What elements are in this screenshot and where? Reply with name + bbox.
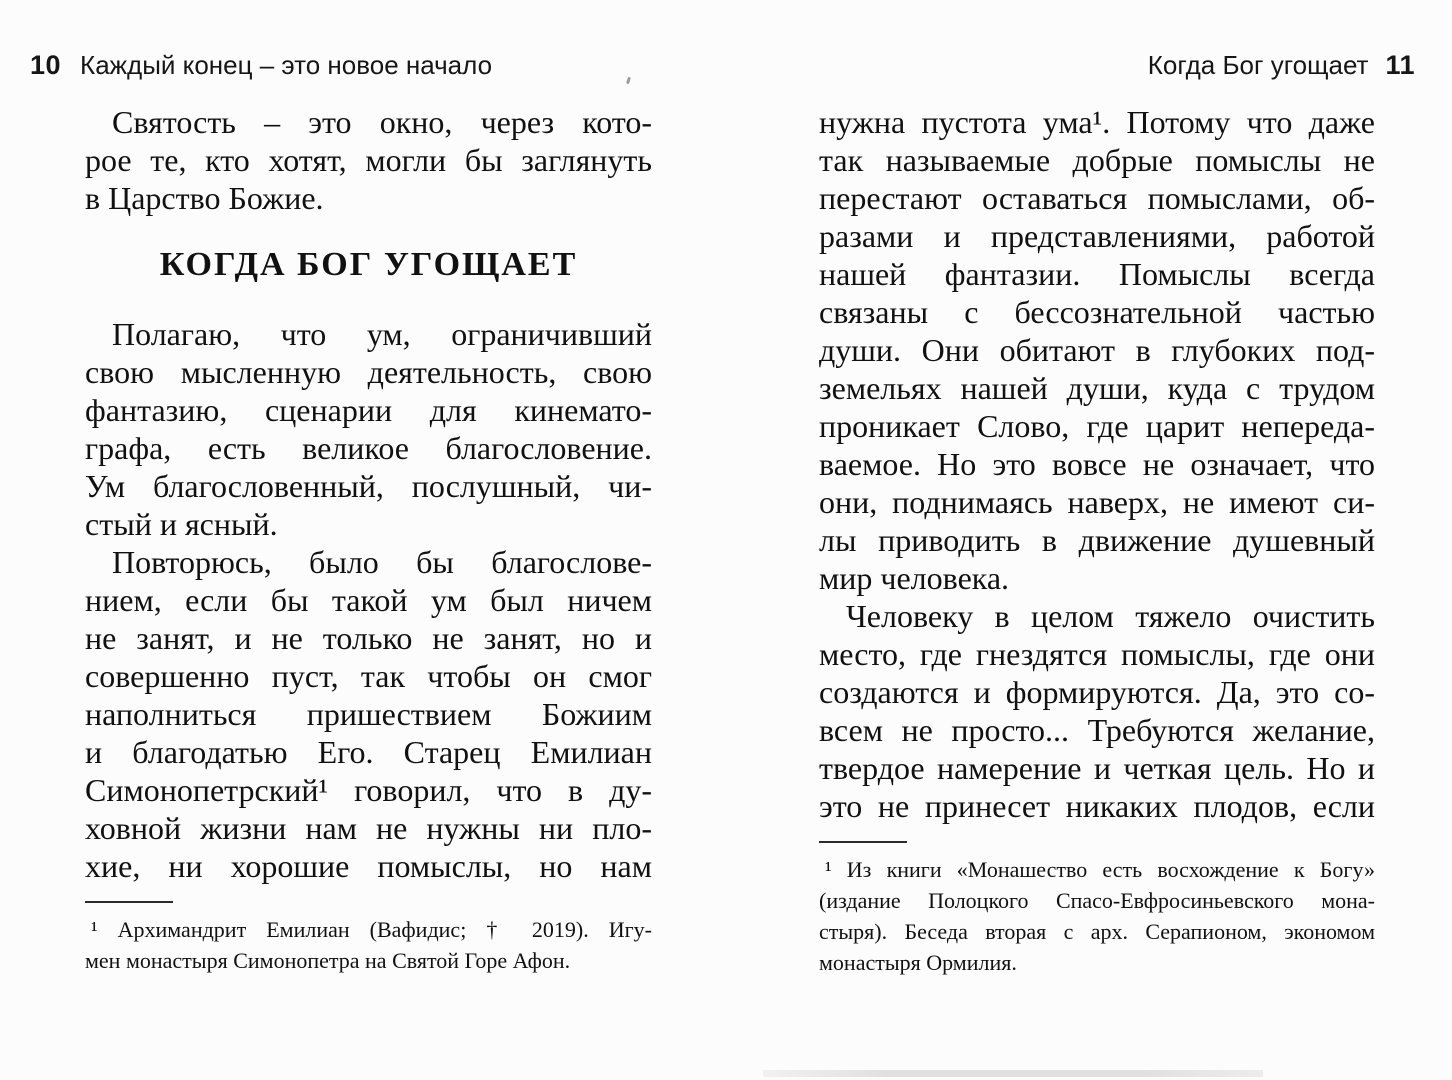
scan-artifact-bar <box>763 1070 1263 1077</box>
text-line: всем не просто... Требуются желание, <box>819 712 1375 748</box>
text-line: фантазию, сценарии для кинемато- <box>85 392 652 428</box>
text-line: Повторюсь, было бы благослове- <box>112 544 652 580</box>
text-line: Святость – это окно, через кото- <box>112 104 652 140</box>
text-line: Симонопетрский¹ говорил, что в ду- <box>85 772 652 808</box>
intro-paragraph <box>85 103 652 217</box>
text-line: мен монастыря Симонопетра на Святой Горе Афон. <box>85 948 571 973</box>
text-line: лы приводить в движение душевный <box>819 522 1375 558</box>
text-line: перестают оставаться помыслами, об- <box>819 180 1375 216</box>
paragraph <box>85 315 652 543</box>
running-header-right-title: Когда Бог угощает <box>1147 50 1369 80</box>
text-line: рое те, кто хотят, могли бы заглянуть <box>85 142 652 178</box>
text-line: это не принесет никаких плодов, если <box>819 788 1375 824</box>
text-line: связаны с бессознательной частью <box>819 294 1375 330</box>
text-line: земельях нашей души, куда с трудом <box>819 370 1375 406</box>
paragraph <box>819 597 1375 825</box>
text-line: свою мысленную деятельность, свою <box>85 354 652 390</box>
text-line: проникает Слово, где царит непереда- <box>819 408 1375 444</box>
text-line: нием, если бы такой ум был ничем <box>85 582 652 618</box>
text-line: твердое намерение и четкая цель. Но и <box>819 750 1375 786</box>
chapter-heading: КОГДА БОГ УГОЩАЕТ <box>159 246 578 283</box>
text-line: место, где гнездятся помыслы, где они <box>819 636 1375 672</box>
footnote-separator <box>819 841 907 843</box>
text-line: стый и ясный. <box>85 506 278 542</box>
text-line: создаются и формируются. Да, это со- <box>819 674 1375 710</box>
footnote-separator <box>85 901 173 903</box>
page-number-right: 11 <box>1385 50 1415 80</box>
paragraph <box>85 543 652 885</box>
scan-speck <box>626 77 631 85</box>
text-line: хие, ни хорошие помыслы, но нам <box>85 848 652 884</box>
text-line: они, поднимаясь наверх, не имеют си- <box>819 484 1375 520</box>
running-header-right <box>1148 50 1415 80</box>
text-line: графа, есть великое благословение. <box>85 430 652 466</box>
text-line: ¹ Из книги «Монашество есть восхождение к Богу» <box>825 857 1375 882</box>
left-page-text-column <box>85 103 652 976</box>
right-page-text-column <box>819 103 1375 978</box>
footnote-right <box>819 854 1375 978</box>
text-line: стыря). Беседа вторая с арх. Серапионом, экономом <box>819 919 1375 944</box>
text-line: Полагаю, что ум, ограничивший <box>112 316 652 352</box>
text-line: ваемое. Но это вовсе не означает, что <box>819 446 1375 482</box>
paragraph-continued <box>819 103 1375 597</box>
text-line: нужна пустота ума¹. Потому что даже <box>819 104 1375 140</box>
text-line: Ум благословенный, послушный, чи- <box>85 468 652 504</box>
text-line: не занят, и не только не занят, но и <box>85 620 652 656</box>
text-line: Человеку в целом тяжело очистить <box>846 598 1375 634</box>
text-line: ховной жизни нам не нужны ни пло- <box>85 810 652 846</box>
text-line: нашей фантазии. Помыслы всегда <box>819 256 1375 292</box>
footnote-left <box>85 914 652 976</box>
text-line: в Царство Божие. <box>85 180 324 216</box>
text-line: наполниться пришествием Божиим <box>85 696 652 732</box>
text-line: и благодатью Его. Старец Емилиан <box>85 734 652 770</box>
text-line: души. Они обитают в глубоких под- <box>819 332 1375 368</box>
text-line: (издание Полоцкого Спасо-Евфросиньевского мона- <box>819 888 1375 913</box>
text-line: совершенно пуст, так чтобы он смог <box>85 658 652 694</box>
text-line: монастыря Ормилия. <box>819 950 1017 975</box>
page-number-left: 10 <box>30 50 62 80</box>
running-header-left-title: Каждый конец – это новое начало <box>80 50 493 80</box>
text-line: ¹ Архимандрит Емилиан (Вафидис; † 2019). Игу- <box>91 917 652 942</box>
text-line: мир человека. <box>819 560 1010 596</box>
text-line: разами и представлениями, работой <box>819 218 1375 254</box>
running-header-left <box>30 50 492 80</box>
text-line: так называемые добрые помыслы не <box>819 142 1375 178</box>
